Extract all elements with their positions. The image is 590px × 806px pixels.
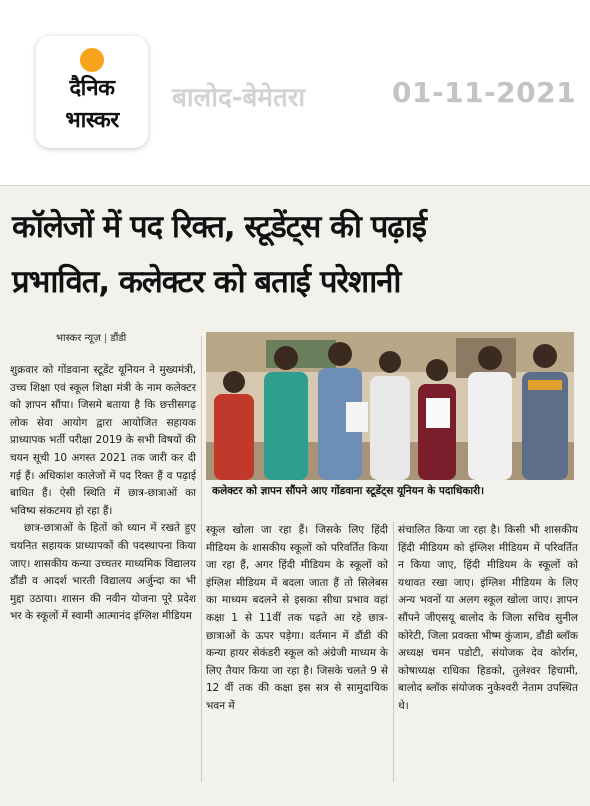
edition-date: 01-11-2021 [392, 76, 577, 109]
photo-caption: कलेक्टर को ज्ञापन सौंपने आए गोंडवाना स्टूडेंट्स यूनियन के पदाधिकारी। [212, 485, 485, 497]
headline-line-2: प्रभावित, कलेक्टर को बताई परेशानी [12, 264, 401, 300]
byline-separator: | [103, 333, 111, 344]
logo-text-line2: भास्कर [65, 108, 119, 133]
group-photo [206, 332, 574, 480]
edition-name: बालोद-बेमेतरा [172, 83, 306, 113]
headline-line-1: कॉलेजों में पद रिक्त, स्टूडेंट्स की पढ़ाई [12, 209, 427, 245]
byline-place: डौंडी [110, 333, 127, 344]
article-column-1 [10, 362, 196, 626]
sun-icon [80, 48, 104, 72]
column-divider [393, 522, 394, 782]
column-divider [201, 336, 202, 782]
article-column-3 [398, 522, 578, 716]
article-paragraph: शुक्रवार को गोंडवाना स्टूडेंट यूनियन ने मुख्यमंत्री, उच्च शिक्षा एवं स्कूल शिक्षा मंत्री के नाम कलेक्टर को ज्ञापन सौंपा। जिसमे बताया है कि छत्तीसगढ़ लोक सेवा आयोग द्वारा आयोजित सहायक प्राध्यापक भर्ती परीक्षा 2019 के सभी विषयों की चयन सूची 10 अगस्त 2021 तक जारी कर दी गई हैं। अधिकांश कालेजों में पद रिक्त हैं व पढ़ाई बाधित हैं। ऐसी स्थिति में छात्र-छात्राओं का भविष्य संकटमय हो रहा हैं। [10, 364, 196, 517]
article-paragraph: छात्र-छात्राओं के हितों को ध्यान में रखते हुए चयनित सहायक प्राध्यापकों की पदस्थापना किया जाए। शासकीय कन्या उच्चतर माध्यमिक विद्यालय डौंडी व आदर्श भारती विद्यालय अर्जुन्दा का भी मुद्दा उठाया। शासन की नवीन योजना पूरे प्रदेश भर के स्कूलों में स्वामी आत्मानंद इंग्लिश मीडियम [10, 522, 196, 623]
byline [56, 330, 126, 344]
dainik-bhaskar-logo [36, 36, 148, 148]
article-column-2 [206, 522, 388, 716]
group-photo-illustration [206, 332, 574, 480]
byline-source: भास्कर न्यूज़ [56, 333, 101, 344]
logo-text-line1: दैनिक [69, 76, 115, 101]
header-band [0, 0, 590, 185]
article-paragraph: संचालित किया जा रहा है। किसी भी शासकीय हिंदी मीडियम को इंग्लिश मीडियम में परिवर्तित न किया जाए, हिंदी मीडियम के स्कूलों को यथावत रखा जाए। इंग्लिश मीडियम के लिए अन्य भवनों या अलग स्कूल खोला जाए। ज्ञापन सौंपने जीएसयू बालोद के जिला सचिव सुनील कोरेटी, जिला प्रवक्ता भीष्म कुंजाम, डौंडी ब्लॉक अध्यक्ष चमन पडोटी, संयोजक देव कोर्राम, कोषाध्यक्ष राधिका हिडको, तुलेश्वर हिचामी, बालोद ब्लॉक संयोजक नुकेश्वरी नेताम उपस्थित थे। [398, 524, 578, 712]
article-paragraph: स्कूल खोला जा रहा हैं। जिसके लिए हिंदी मीडियम के शासकीय स्कूलों को परिवर्तित किया जा रहा हैं, अगर हिंदी मीडियम के स्कूलों को इंग्लिश मीडियम में बदला जाता हैं तो सिलेबस का माध्यम बदलने से इसका सीधा प्रभाव वहां कक्षा 1 से 11वीं तक पढ़ते आ रहे छात्र-छात्राओं के ऊपर पड़ेगा। वर्तमान में डौंडी की कन्या हायर सेकंडरी स्कूल को अंग्रेजी माध्यम के लिए तैयार किया जा रहा है। जिसके चलते 9 से 12 वीं तक की कक्षा इस सत्र से सामुदायिक भवन में [206, 524, 388, 712]
newspaper-clipping [0, 185, 590, 806]
